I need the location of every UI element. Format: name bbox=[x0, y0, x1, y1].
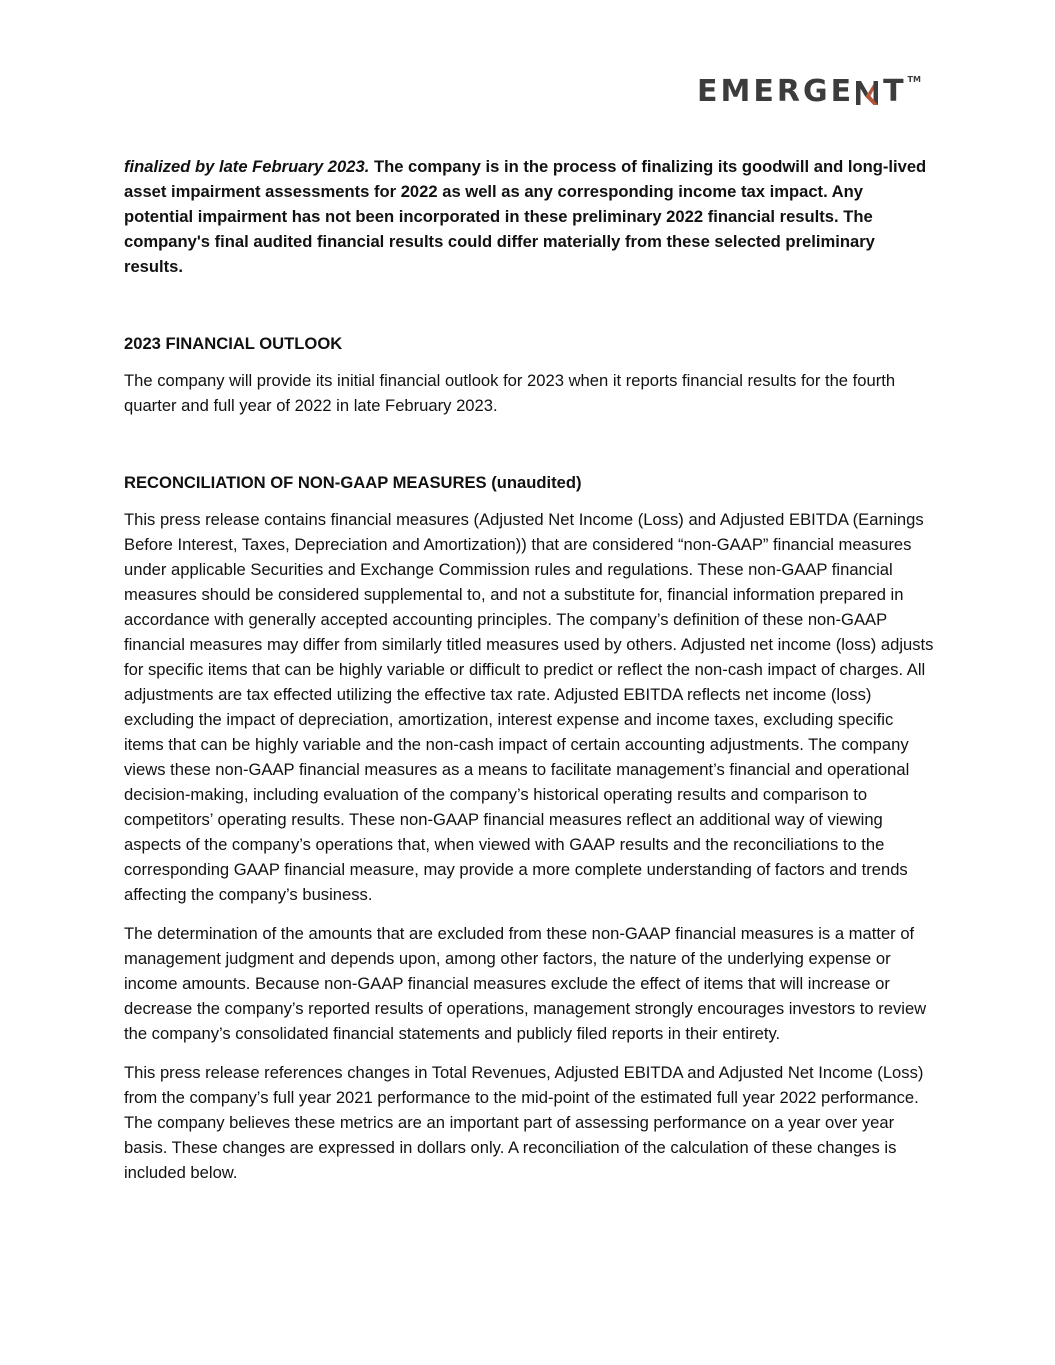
logo-text-left: EMERGE bbox=[697, 74, 855, 109]
document-body bbox=[124, 154, 934, 1199]
logo-text-right: T bbox=[883, 74, 907, 109]
outlook-paragraph: The company will provide its initial financial outlook for 2023 when it reports financial results for the fourth quarter and full year of 2022 in late February 2023. bbox=[124, 371, 896, 415]
intro-italic-lead: finalized by late February 2023. bbox=[124, 157, 370, 176]
intro-rest: The company is in the process of finalizing its goodwill and long-lived asset impairment assessments for 2022 as well as any corresponding income tax impact. Any potential impairment has not been incorporated in these preliminary 2022 financial results. The company's final audited financial results could differ materially from these selected preliminary results. bbox=[124, 157, 927, 276]
logo-trademark: TM bbox=[907, 75, 921, 84]
emergent-logo bbox=[697, 74, 921, 110]
reconciliation-paragraph-2: The determination of the amounts that are excluded from these non-GAAP financial measures is a matter of management judgment and depends upon, among other factors, the nature of the underlying expense or income amounts. Because non-GAAP financial measures exclude the effect of items that will increase or decrease the company’s reported results of operations, management strongly encourages investors to review the company’s consolidated financial statements and publicly filed reports in their entirety. bbox=[124, 924, 927, 1043]
intro-paragraph bbox=[124, 154, 934, 279]
outlook-heading: 2023 FINANCIAL OUTLOOK bbox=[124, 334, 343, 353]
reconciliation-heading: RECONCILIATION OF NON-GAAP MEASURES (unaudited) bbox=[124, 473, 582, 492]
reconciliation-paragraph-1: This press release contains financial measures (Adjusted Net Income (Loss) and Adjusted EBITDA (Earnings Before Interest, Taxes, Depreciation and Amortization)) that are considered “non-GAAP” financial measures under applicable Securities and Exchange Commission rules and regulations. These non-GAAP financial measures should be considered supplemental to, and not a substitute for, financial information prepared in accordance with generally accepted accounting principles. The company’s definition of these non-GAAP financial measures may differ from similarly titled measures used by others. Adjusted net income (loss) adjusts for specific items that can be highly variable or difficult to predict or reflect the non-cash impact of charges. All adjustments are tax effected utilizing the effective tax rate. Adjusted EBITDA reflects net income (loss) excluding the impact of depreciation, amortization, interest expense and income taxes, excluding specific items that can be highly variable and the non-cash impact of certain accounting adjustments. The company views these non-GAAP financial measures as a means to facilitate management’s financial and operational decision-making, including evaluation of the company’s historical operating results and comparison to competitors’ operating results. These non-GAAP financial measures reflect an additional way of viewing aspects of the company’s operations that, when viewed with GAAP results and the reconciliations to the corresponding GAAP financial measure, may provide a more complete understanding of factors and trends affecting the company’s business. bbox=[124, 510, 934, 904]
reconciliation-paragraph-3: This press release references changes in Total Revenues, Adjusted EBITDA and Adjusted Net Income (Loss) from the company’s full year 2021 performance to the mid-point of the estimated full year 2022 performance. The company believes these metrics are an important part of assessing performance on a year over year basis. These changes are expressed in dollars only. A reconciliation of the calculation of these changes is included below. bbox=[124, 1063, 924, 1182]
logo-n-glyph bbox=[854, 74, 880, 110]
